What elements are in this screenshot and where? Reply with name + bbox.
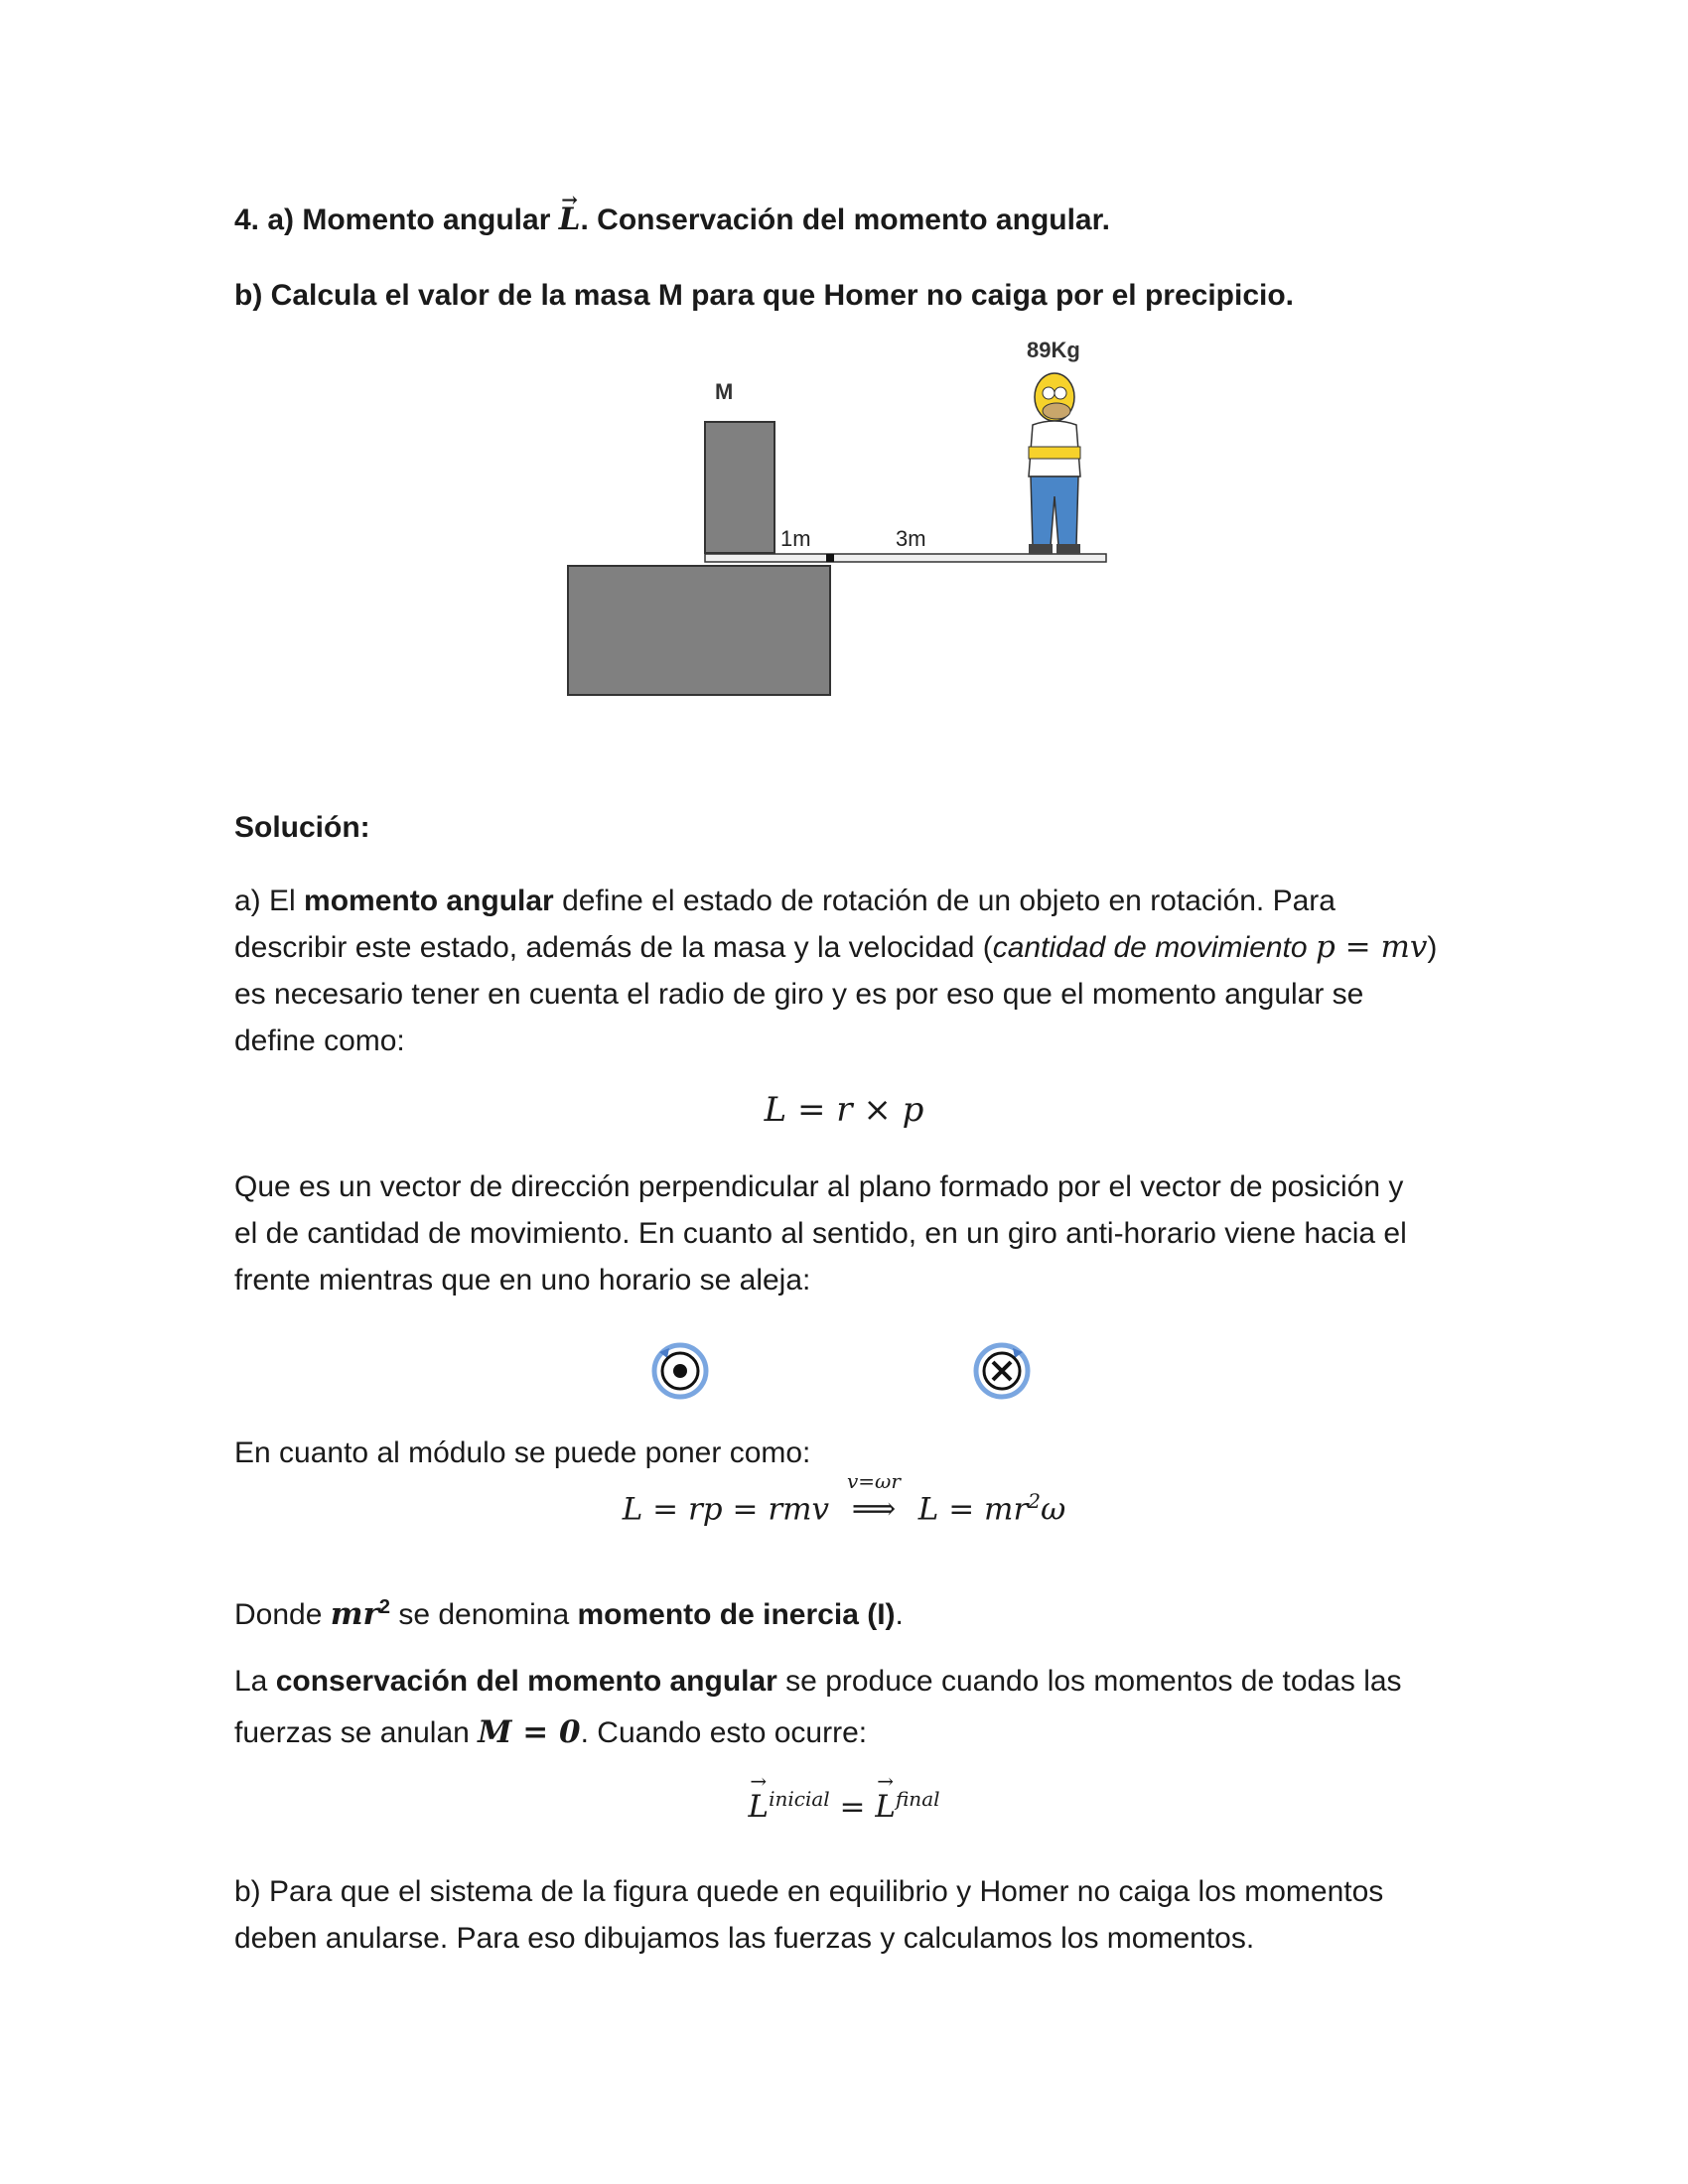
question-a-heading: 4. a) Momento angular → L. Conservación del momento angular. xyxy=(234,197,1456,243)
clockwise-cross-icon xyxy=(971,1338,1033,1400)
pivot-point xyxy=(826,554,834,562)
conservacion-line2: fuerzas se anulan M = 0. Cuando esto ocurre: xyxy=(234,1714,868,1750)
homer-lever-figure xyxy=(566,338,1122,705)
perp-line3: frente mientras que en uno horario se aleja: xyxy=(234,1264,811,1297)
inercia-text: Donde $mr^2$ se denomina momento de inercia (I). xyxy=(234,1596,904,1632)
plank xyxy=(705,554,1106,562)
modulo-text: En cuanto al módulo se puede poner como: xyxy=(234,1436,811,1469)
homer-figure xyxy=(1029,373,1080,554)
b-line1: b) Para que el sistema de la figura quede en equilibrio y Homer no caiga los momentos xyxy=(234,1875,1384,1908)
conservacion-line1: La conservación del momento angular se produce cuando los momentos de todas las xyxy=(234,1665,1402,1698)
equation-conservation: → $L^{inicial}$ = → $L^{final}$ xyxy=(0,1787,1688,1825)
perp-line2: el de cantidad de movimiento. En cuanto al sentido, en un giro anti-horario viene hacia el xyxy=(234,1217,1407,1250)
angular-momentum-symbol: → L xyxy=(559,197,581,243)
solution-a-line1: a) El momento angular define el estado de rotación de un objeto en rotación. Para xyxy=(234,885,1336,917)
solution-a-line2: describir este estado, además de la masa y la velocidad (cantidad de movimiento p = mv) xyxy=(234,929,1438,965)
solution-a-line4: define como: xyxy=(234,1024,405,1057)
b-line2: deben anularse. Para eso dibujamos las fuerzas y calculamos los momentos. xyxy=(234,1922,1255,1955)
solution-a-line3: es necesario tener en cuenta el radio de giro y es por eso que el momento angular se xyxy=(234,978,1364,1011)
counterclockwise-dot-icon xyxy=(649,1338,711,1400)
lever-diagram xyxy=(566,338,1122,705)
mass-m-block xyxy=(705,422,774,553)
distance-1m-label: 1m xyxy=(780,526,811,551)
perp-line1: Que es un vector de dirección perpendicular al plano formado por el vector de posición y xyxy=(234,1170,1404,1203)
implies-arrow: v=ωr ⟹ xyxy=(846,1469,901,1528)
homer-mass-label: 89Kg xyxy=(1027,338,1080,362)
question-b-heading: b) Calcula el valor de la masa M para que Homer no caiga por el precipicio. xyxy=(234,279,1295,312)
distance-3m-label: 3m xyxy=(896,526,926,551)
cliff-block xyxy=(568,566,830,695)
mass-label: M xyxy=(715,379,734,404)
solution-heading: Solución: xyxy=(234,811,370,844)
momentum-formula: p = mv xyxy=(1315,929,1428,965)
equation-modulus: L = rp = rmv v=ωr ⟹ $L = mr^2\omega$ xyxy=(622,1469,1066,1528)
equation-angular-momentum: L = r × p xyxy=(764,1090,924,1130)
